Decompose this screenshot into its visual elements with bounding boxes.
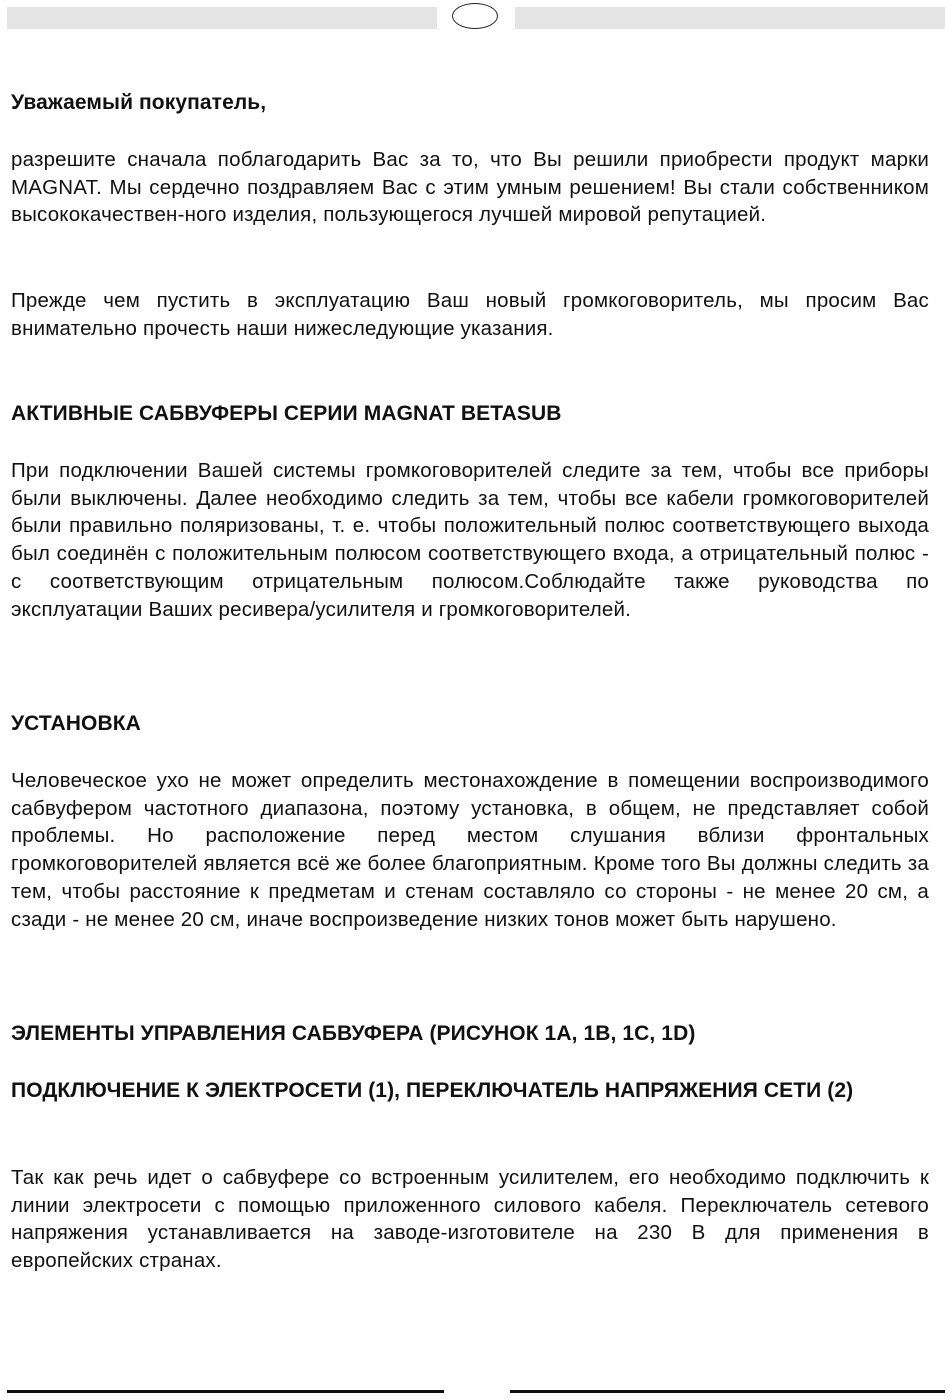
- header-bar-left: [7, 7, 437, 29]
- section-heading-active-subwoofers: АКТИВНЫЕ САБВУФЕРЫ СЕРИИ MAGNAT BETASUB: [11, 402, 562, 425]
- section-heading-power-connection: ПОДКЛЮЧЕНИЕ К ЭЛЕКТРОСЕТИ (1), ПЕРЕКЛЮЧАТЕЛЬ НАПРЯЖЕНИЯ СЕТИ (2): [11, 1079, 854, 1102]
- intro-paragraph-2: Прежде чем пустить в эксплуатацию Ваш новый громкоговоритель, мы просим Вас внимательно прочесть наши нижеследующие указания.: [11, 289, 929, 340]
- footer-line-right: [510, 1390, 945, 1393]
- section-text-active-subwoofers: При подключении Вашей системы громкоговорителей следите за тем, чтобы все приборы были выключены. Далее необходимо следить за тем, чтобы все кабели громкоговорителей были правильно поляризованы, т. е. чтобы положительный полюс соответствующего выхода был соединён с положительным полюсом соответствующего входа, а отрицательный полюс - с соответствующим отрицательным полюсом.Соблюдайте также руководства по эксплуатации Ваших ресивера/усилителя и громкоговорителей.: [11, 459, 929, 621]
- section-text-power-connection: Так как речь идет о сабвуфере со встроенным усилителем, его необходимо подключить к линии электросети с помощью приложенного силового кабеля. Переключатель сетевого напряжения устанавливается на заводе-изготовителе на 230 В для применения в европейских странах.: [11, 1166, 929, 1273]
- header-bar-right: [515, 7, 945, 29]
- intro-paragraph-1: разрешите сначала поблагодарить Вас за то, что Вы решили приобрести продукт марки MAGNAT. Мы сердечно поздравляем Вас с этим умным решением! Вы стали собственником высококачествен-ного изделия, пользующегося лучшей мировой репутацией.: [11, 148, 929, 227]
- section-text-installation: Человеческое ухо не может определить местонахождение в помещении воспроизводимого сабвуфером частотного диапазона, поэтому установка, в общем, не представляет собой проблемы. Но расположение перед местом слушания вблизи фронтальных громкоговорителей является всё же более благоприятным. Кроме того Вы должны следить за тем, чтобы расстояние к предметам и стенам составляло со стороны - не менее 20 см, а сзади - не менее 20 см, иначе воспроизведение низких тонов может быть нарушено.: [11, 769, 929, 931]
- section-heading-installation: УСТАНОВКА: [11, 712, 141, 735]
- greeting: Уважаемый покупатель,: [11, 91, 267, 114]
- page-number-oval: [452, 3, 498, 29]
- section-heading-controls: ЭЛЕМЕНТЫ УПРАВЛЕНИЯ САБВУФЕРА (РИСУНОК 1A, 1B, 1C, 1D): [11, 1022, 696, 1045]
- footer-line-left: [7, 1390, 444, 1393]
